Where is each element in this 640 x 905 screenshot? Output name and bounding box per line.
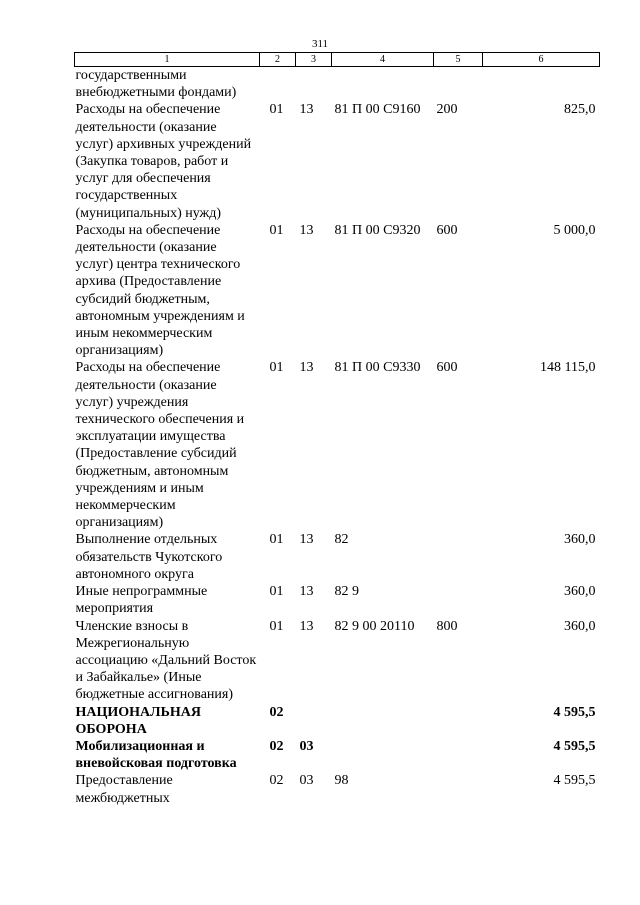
row-expense-type: 600 (436, 360, 458, 376)
row-description: Выполнение отдельных обязательств Чукотского автономного округа (75, 532, 223, 582)
row-expense-type: 200 (436, 102, 458, 118)
table-row (75, 531, 600, 583)
row-description: государственными внебюджетными фондами) (75, 68, 237, 101)
row-target-article: 81 П 00 С9330 (334, 360, 421, 376)
row-amount: 4 595,5 (553, 704, 596, 720)
row-amount: 4 595,5 (553, 773, 596, 789)
table-row (75, 738, 600, 772)
row-target-article (332, 67, 434, 102)
row-section-code (260, 67, 296, 102)
row-description: Иные непрограммные мероприятия (75, 584, 208, 617)
row-subsection-code: 13 (299, 584, 314, 600)
budget-table (74, 52, 600, 807)
row-expense-type (434, 67, 483, 102)
row-section-code: 01 (269, 584, 284, 600)
row-expense-type (434, 531, 483, 583)
row-expense-type (434, 704, 483, 738)
row-target-article: 81 П 00 С9160 (334, 102, 421, 118)
row-target-article: 98 (334, 773, 349, 789)
table-row (75, 222, 600, 360)
row-target-article: 82 (334, 532, 349, 548)
row-section-code: 01 (269, 618, 284, 634)
row-subsection-code: 03 (299, 738, 314, 754)
row-description: Расходы на обеспечение деятельности (оказание услуг) архивных учреждений (Закупка товаров, работ и услуг для обеспечения государственных (муниципальных) нужд) (75, 102, 252, 221)
row-target-article: 82 9 00 20110 (334, 618, 415, 634)
header-col-3: 3 (296, 53, 332, 67)
row-expense-type: 600 (436, 222, 458, 238)
row-subsection-code: 13 (299, 532, 314, 548)
row-description: Предоставление межбюджетных (75, 773, 173, 806)
row-amount: 360,0 (564, 532, 596, 548)
table-row (75, 704, 600, 738)
row-target-article (332, 704, 434, 738)
row-target-article: 82 9 (334, 584, 359, 600)
row-amount: 360,0 (564, 584, 596, 600)
header-col-1: 1 (75, 53, 260, 67)
row-subsection-code: 13 (299, 360, 314, 376)
row-description: Мобилизационная и вневойсковая подготовка (75, 738, 237, 772)
row-section-code: 01 (269, 102, 284, 118)
table-row (75, 772, 600, 806)
row-section-code: 02 (269, 773, 284, 789)
table-row (75, 618, 600, 704)
row-subsection-code: 13 (299, 102, 314, 118)
column-number-header (75, 53, 600, 67)
row-section-code: 01 (269, 222, 284, 238)
row-subsection-code: 03 (299, 773, 314, 789)
row-section-code: 02 (269, 704, 284, 720)
row-subsection-code: 13 (299, 618, 314, 634)
row-description: Расходы на обеспечение деятельности (оказание услуг) центра технического архива (Предоставление субсидий бюджетным, автономным учреждениям и иным некоммерческим организациям) (75, 222, 245, 359)
row-target-article (332, 738, 434, 772)
row-description: Членские взносы в Межрегиональную ассоциацию «Дальний Восток и Забайкалье» (Иные бюджетные ассигнования) (75, 618, 257, 703)
row-amount: 5 000,0 (553, 222, 596, 238)
row-amount: 4 595,5 (553, 738, 596, 754)
row-section-code: 01 (269, 360, 284, 376)
row-section-code: 01 (269, 532, 284, 548)
row-description: Расходы на обеспечение деятельности (оказание услуг) учреждения технического обеспечения и эксплуатации имущества (Предоставление субсидий бюджетным, автономным учреждениям и иным некоммерческим организациям) (75, 360, 245, 531)
row-amount: 360,0 (564, 618, 596, 634)
table-row (75, 359, 600, 531)
row-amount: 825,0 (564, 102, 596, 118)
row-expense-type (434, 583, 483, 617)
row-subsection-code (296, 67, 332, 102)
row-target-article: 81 П 00 С9320 (334, 222, 421, 238)
table-row (75, 583, 600, 617)
page-number: 311 (311, 38, 329, 50)
row-subsection-code: 13 (299, 222, 314, 238)
header-col-5: 5 (434, 53, 483, 67)
table-row (75, 101, 600, 221)
row-subsection-code (296, 704, 332, 738)
row-expense-type: 800 (436, 618, 458, 634)
row-amount: 148 115,0 (540, 360, 596, 376)
table-row (75, 67, 600, 102)
row-amount (483, 67, 600, 102)
row-section-code: 02 (269, 738, 284, 754)
row-expense-type (434, 772, 483, 806)
row-description: НАЦИОНАЛЬНАЯ ОБОРОНА (75, 704, 201, 737)
row-expense-type (434, 738, 483, 772)
header-col-4: 4 (332, 53, 434, 67)
header-col-2: 2 (260, 53, 296, 67)
header-col-6: 6 (483, 53, 600, 67)
